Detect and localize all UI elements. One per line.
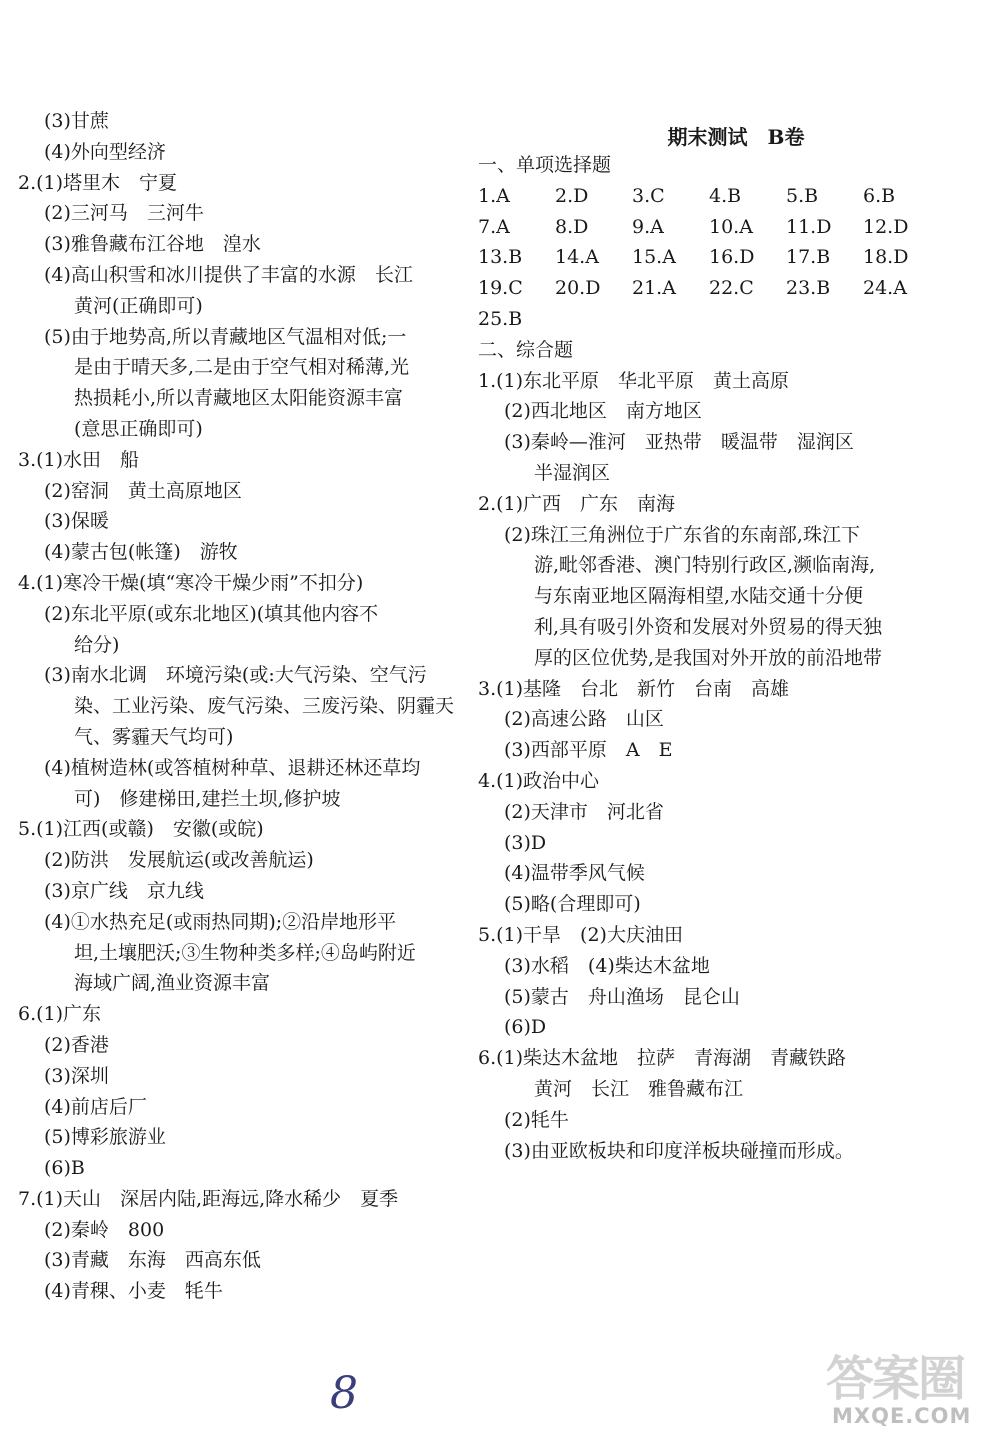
answer-line: 与东南亚地区隔海相望,水陆交通十分便	[534, 585, 864, 608]
mcq-answer: 22.C	[709, 277, 754, 300]
answer-line: (2)窑洞 黄土高原地区	[44, 479, 242, 502]
answer-line: (3)青藏 东海 西高东低	[44, 1249, 261, 1272]
comprehensive-answers	[478, 366, 948, 1167]
watermark-logo: 答案圈	[826, 1351, 965, 1407]
answer-line: 3.(1)基隆 台北 新竹 台南 高雄	[478, 677, 790, 700]
mcq-answer: 2.D	[555, 184, 589, 207]
answer-line: (2)秦岭 800	[44, 1218, 165, 1241]
mcq-answer: 5.B	[786, 184, 819, 207]
answer-line: (3)D	[504, 831, 547, 854]
answer-line: 1.(1)东北平原 华北平原 黄土高原	[478, 369, 790, 392]
mcq-answer: 13.B	[478, 246, 523, 269]
answer-line: (4)前店后厂	[44, 1095, 147, 1118]
mcq-answer: 19.C	[478, 277, 523, 300]
answer-line: (3)京广线 京九线	[44, 879, 204, 902]
answer-line: 4.(1)政治中心	[478, 769, 600, 792]
mcq-row	[478, 242, 948, 273]
mcq-answer: 1.A	[478, 184, 510, 207]
mcq-answer: 14.A	[555, 246, 599, 269]
answer-line: 气、雾霾天气均可)	[74, 725, 234, 748]
answer-line: (4)①水热充足(或雨热同期);②沿岸地形平	[44, 910, 397, 933]
mcq-answer: 3.C	[632, 184, 665, 207]
answer-line: (4)蒙古包(帐篷) 游牧	[44, 541, 238, 564]
mcq-answer-grid	[478, 181, 948, 335]
handwritten-page-number: 8	[330, 1368, 358, 1419]
answer-line: 黄河(正确即可)	[74, 294, 203, 317]
answer-line: 半湿润区	[534, 461, 611, 484]
mcq-row	[478, 273, 948, 304]
section-heading-choice: 一、单项选择题	[478, 154, 612, 176]
mcq-answer: 9.A	[632, 215, 664, 238]
answer-line: (4)高山积雪和冰川提供了丰富的水源 长江	[44, 263, 413, 286]
answer-line: 染、工业污染、废气污染、三废污染、阴霾天	[74, 695, 455, 718]
answer-line: (3)水稻 (4)柴达木盆地	[504, 954, 710, 977]
mcq-answer: 7.A	[478, 215, 510, 238]
mcq-answer: 10.A	[709, 215, 753, 238]
answer-line: (2)高速公路 山区	[504, 708, 664, 731]
mcq-answer: 17.B	[786, 246, 831, 269]
answer-line: 是由于晴天多,二是由于空气相对稀薄,光	[74, 356, 410, 379]
answer-line: 6.(1)柴达木盆地 拉萨 青海湖 青藏铁路	[478, 1047, 847, 1070]
section-heading-comprehensive: 二、综合题	[478, 338, 574, 361]
answer-line: (3)深圳	[44, 1064, 109, 1087]
mcq-answer: 15.A	[632, 246, 676, 269]
mcq-answer: 23.B	[786, 277, 831, 300]
answer-line: (5)蒙古 舟山渔场 昆仑山	[504, 985, 740, 1008]
answer-line: (2)防洪 发展航运(或改善航运)	[44, 849, 314, 872]
answer-line: 2.(1)塔里木 宁夏	[18, 171, 178, 194]
answer-line: (3)西部平原 A E	[504, 739, 673, 762]
answer-line: (5)略(合理即可)	[504, 893, 641, 916]
exam-title: 期末测试 B卷	[667, 125, 805, 149]
mcq-answer: 16.D	[709, 246, 755, 269]
mcq-answer: 4.B	[709, 184, 742, 207]
answer-line: (2)牦牛	[504, 1108, 569, 1131]
answer-line: (意思正确即可)	[74, 417, 203, 440]
answer-line: (6)B	[44, 1157, 85, 1180]
mcq-answer: 21.A	[632, 277, 676, 300]
answer-line: (3)保暖	[44, 510, 109, 533]
answer-line: (2)香港	[44, 1033, 109, 1056]
answer-line: 坦,土壤肥沃;③生物种类多样;④岛屿附近	[74, 941, 416, 964]
answer-line: 7.(1)天山 深居内陆,距海远,降水稀少 夏季	[18, 1187, 399, 1210]
answer-line: (3)雅鲁藏布江谷地 湟水	[44, 233, 261, 256]
answer-line: (2)东北平原(或东北地区)(填其他内容不	[44, 602, 379, 625]
answer-line: (6)D	[504, 1016, 547, 1039]
answer-line: 5.(1)江西(或赣) 安徽(或皖)	[18, 818, 264, 841]
answer-line: (2)珠江三角洲位于广东省的东南部,珠江下	[504, 523, 860, 546]
answer-line: (3)秦岭—淮河 亚热带 暖温带 湿润区	[504, 431, 854, 454]
answer-line: (3)甘蔗	[44, 110, 109, 132]
answer-line: 给分)	[74, 633, 120, 656]
mcq-answer: 24.A	[863, 277, 907, 300]
mcq-answer: 12.D	[863, 215, 909, 238]
mcq-answer: 25.B	[478, 307, 523, 330]
answer-line: 游,毗邻香港、澳门特别行政区,濒临南海,	[534, 554, 876, 577]
right-column	[478, 106, 948, 1166]
answer-line: 海域广阔,渔业资源丰富	[74, 972, 271, 995]
mcq-row	[478, 212, 948, 243]
answer-line: 利,具有吸引外资和发展对外贸易的得天独	[534, 615, 883, 638]
answer-line: (4)青稞、小麦 牦牛	[44, 1280, 223, 1303]
answer-line: (2)三河马 三河牛	[44, 202, 204, 225]
mcq-row	[478, 181, 948, 212]
answer-line: 3.(1)水田 船	[18, 448, 140, 471]
answer-line: (5)由于地势高,所以青藏地区气温相对低;一	[44, 325, 407, 348]
answer-line: (4)温带季风气候	[504, 862, 645, 885]
answer-line: 厚的区位优势,是我国对外开放的前沿地带	[534, 646, 883, 669]
answer-line: 6.(1)广东	[18, 1003, 102, 1026]
left-column	[18, 106, 468, 1307]
mcq-row	[478, 304, 948, 335]
answer-line: (3)由亚欧板块和印度洋板块碰撞而形成。	[504, 1139, 854, 1162]
mcq-answer: 8.D	[555, 215, 589, 238]
mcq-answer: 6.B	[863, 184, 896, 207]
answer-line: (2)西北地区 南方地区	[504, 400, 702, 423]
answer-line: 2.(1)广西 广东 南海	[478, 492, 676, 515]
answer-line: 可) 修建梯田,建拦土坝,修护坡	[74, 787, 341, 810]
watermark-url: MXQE.COM	[832, 1404, 972, 1428]
answer-line: (4)外向型经济	[44, 140, 166, 163]
answer-line: 热损耗小,所以青藏地区太阳能资源丰富	[74, 387, 404, 410]
answer-line: (3)南水北调 环境污染(或:大气污染、空气污	[44, 664, 427, 687]
mcq-answer: 18.D	[863, 246, 909, 269]
answer-line: 黄河 长江 雅鲁藏布江	[534, 1077, 744, 1100]
answer-line: 5.(1)干旱 (2)大庆油田	[478, 923, 683, 946]
mcq-answer: 20.D	[555, 277, 601, 300]
answer-line: (2)天津市 河北省	[504, 800, 664, 823]
answer-line: (5)博彩旅游业	[44, 1126, 166, 1149]
mcq-answer: 11.D	[786, 215, 832, 238]
answer-line: (4)植树造林(或答植树种草、退耕还林还草均	[44, 756, 421, 779]
answer-line: 4.(1)寒冷干燥(填“寒冷干燥少雨”不扣分)	[18, 571, 364, 594]
